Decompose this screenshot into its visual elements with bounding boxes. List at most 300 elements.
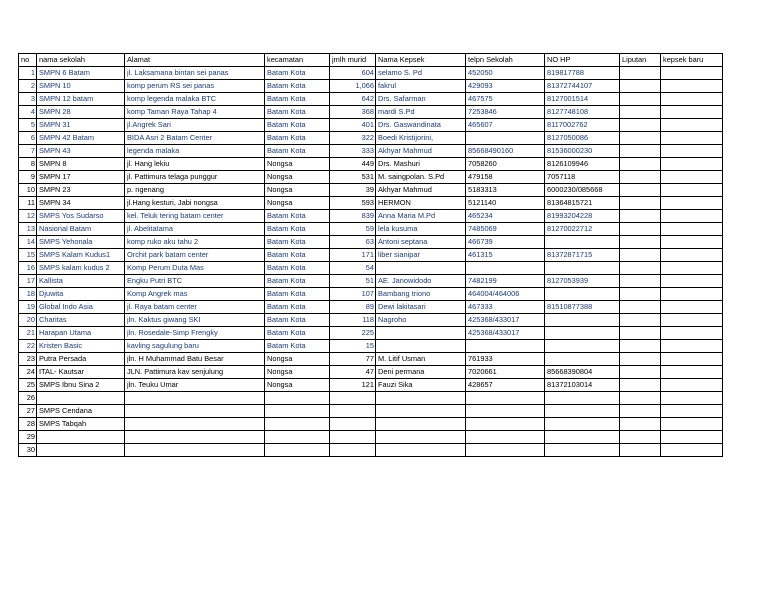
cell-school-name: SMPS Yos Sudarso [37,210,125,223]
cell-mobile-number: 85668390804 [545,366,620,379]
cell-district [265,444,330,457]
cell-school-phone: 7058260 [466,158,545,171]
cell-student-count: 59 [330,223,376,236]
cell-school-name: SMPN 28 [37,106,125,119]
cell-school-phone: 7253846 [466,106,545,119]
table-row [19,184,723,197]
cell-district: Batam Kota [265,93,330,106]
cell-student-count: 118 [330,314,376,327]
table-row [19,405,723,418]
cell-principal-name: Drs. Gaswandinata [376,119,466,132]
cell-district [265,392,330,405]
cell-school-phone [466,132,545,145]
cell-student-count: 368 [330,106,376,119]
cell-mobile-number: 81372871715 [545,249,620,262]
cell-district: Nongsa [265,158,330,171]
cell-student-count: 1,066 [330,80,376,93]
cell-school-name: SMPN 31 [37,119,125,132]
cell-school-phone: 429093 [466,80,545,93]
cell-address: komp perum RS sei panas [125,80,265,93]
cell-principal-name: Drs. Mashuri [376,158,466,171]
cell-district: Batam Kota [265,145,330,158]
cell-school-phone: 467575 [466,93,545,106]
cell-mobile-number [545,236,620,249]
cell-principal-name: M. saingpolan. S.Pd [376,171,466,184]
cell-coverage [620,132,661,145]
cell-student-count: 531 [330,171,376,184]
cell-principal-name: Drs. Safarman [376,93,466,106]
cell-coverage [620,236,661,249]
cell-district: Batam Kota [265,327,330,340]
cell-address: JLN. Pattimura kav senjulung [125,366,265,379]
table-row [19,236,723,249]
cell-no: 19 [19,301,37,314]
cell-mobile-number: 81372103014 [545,379,620,392]
cell-school-name: SMPN 42 Batam [37,132,125,145]
cell-school-phone [466,392,545,405]
cell-coverage [620,93,661,106]
cell-school-phone: 466739 [466,236,545,249]
cell-no: 1 [19,67,37,80]
cell-district: Batam Kota [265,288,330,301]
table-row [19,431,723,444]
cell-principal-name [376,405,466,418]
table-row [19,106,723,119]
cell-student-count: 15 [330,340,376,353]
cell-school-name: SMPN 17 [37,171,125,184]
cell-school-name: SMPS kalam kudus 2 [37,262,125,275]
cell-mobile-number [545,314,620,327]
cell-principal-name: Dewi lakitasari [376,301,466,314]
cell-principal-name: HERMON [376,197,466,210]
cell-district: Batam Kota [265,210,330,223]
cell-coverage [620,444,661,457]
cell-district: Batam Kota [265,249,330,262]
cell-principal-name: Akhyar Mahmud [376,145,466,158]
table-row [19,379,723,392]
table-row [19,301,723,314]
cell-new-principal [661,223,723,236]
cell-no: 21 [19,327,37,340]
cell-school-phone: 7485069 [466,223,545,236]
cell-student-count: 51 [330,275,376,288]
cell-student-count: 47 [330,366,376,379]
cell-district: Nongsa [265,353,330,366]
cell-address: kel. Teluk tering batam center [125,210,265,223]
cell-no: 9 [19,171,37,184]
cell-principal-name [376,340,466,353]
cell-district: Batam Kota [265,119,330,132]
cell-no: 26 [19,392,37,405]
cell-mobile-number: 81372744107 [545,80,620,93]
cell-school-phone [466,340,545,353]
cell-address: komp Taman Raya Tahap 4 [125,106,265,119]
cell-address: kavling sagulung baru [125,340,265,353]
cell-address: jln. Teuku Umar [125,379,265,392]
cell-mobile-number: 81993204228 [545,210,620,223]
cell-new-principal [661,80,723,93]
table-row [19,262,723,275]
cell-address [125,418,265,431]
cell-student-count: 225 [330,327,376,340]
cell-school-phone: 5183313 [466,184,545,197]
cell-no: 15 [19,249,37,262]
header-district: kecamatan [265,54,330,67]
cell-student-count [330,405,376,418]
cell-principal-name: selamo S. Pd [376,67,466,80]
cell-school-name: SMPS Ibnu Sina 2 [37,379,125,392]
cell-school-phone: 761933 [466,353,545,366]
cell-no: 2 [19,80,37,93]
cell-coverage [620,106,661,119]
cell-no: 5 [19,119,37,132]
cell-school-phone: 7482199 [466,275,545,288]
cell-coverage [620,145,661,158]
cell-address: Orchit park batam center [125,249,265,262]
cell-school-name: ITAL- Kautsar [37,366,125,379]
cell-student-count [330,418,376,431]
table-row [19,145,723,158]
cell-address: Komp Perum Duta Mas [125,262,265,275]
cell-district: Batam Kota [265,340,330,353]
cell-principal-name [376,431,466,444]
cell-school-name: Global Indo Asia [37,301,125,314]
cell-no: 3 [19,93,37,106]
cell-new-principal [661,392,723,405]
cell-student-count: 839 [330,210,376,223]
cell-coverage [620,158,661,171]
cell-no: 18 [19,288,37,301]
cell-mobile-number [545,418,620,431]
cell-coverage [620,353,661,366]
cell-school-name: SMPS Yehonala [37,236,125,249]
cell-principal-name: Nagroho [376,314,466,327]
cell-principal-name [376,444,466,457]
cell-school-phone: 428657 [466,379,545,392]
cell-district: Batam Kota [265,106,330,119]
cell-district: Batam Kota [265,314,330,327]
table-row [19,366,723,379]
cell-student-count: 593 [330,197,376,210]
cell-district: Batam Kota [265,262,330,275]
cell-coverage [620,301,661,314]
cell-no: 27 [19,405,37,418]
table-row [19,67,723,80]
cell-district: Batam Kota [265,223,330,236]
cell-student-count: 333 [330,145,376,158]
cell-school-name: SMPN 6 Batam [37,67,125,80]
cell-school-phone [466,262,545,275]
cell-mobile-number [545,340,620,353]
cell-student-count [330,431,376,444]
cell-school-phone: 467333 [466,301,545,314]
cell-student-count: 54 [330,262,376,275]
cell-new-principal [661,249,723,262]
cell-school-name: SMPN 23 [37,184,125,197]
cell-address [125,405,265,418]
cell-address: legenda malaka [125,145,265,158]
cell-address: jl.Angrek Sari [125,119,265,132]
cell-mobile-number: 8117002762 [545,119,620,132]
cell-new-principal [661,379,723,392]
cell-new-principal [661,444,723,457]
cell-new-principal [661,93,723,106]
cell-address: Engku Putri BTC [125,275,265,288]
cell-coverage [620,340,661,353]
cell-principal-name: liber sianipar [376,249,466,262]
table-row [19,119,723,132]
cell-principal-name [376,392,466,405]
cell-school-name: Kristen Basic [37,340,125,353]
table-row [19,80,723,93]
cell-coverage [620,379,661,392]
cell-address: komp legenda malaka BTC [125,93,265,106]
cell-school-name: SMPS Kalam Kudus1 [37,249,125,262]
cell-mobile-number: 81510877388 [545,301,620,314]
cell-school-phone: 452050 [466,67,545,80]
cell-principal-name: M. Litif Usman [376,353,466,366]
cell-address: jl. Laksamana bintan sei panas [125,67,265,80]
cell-mobile-number: 8127001514 [545,93,620,106]
cell-mobile-number: 81270022712 [545,223,620,236]
cell-school-phone: 479158 [466,171,545,184]
header-new-principal: kepsek baru [661,54,723,67]
cell-school-phone [466,444,545,457]
cell-new-principal [661,184,723,197]
cell-new-principal [661,210,723,223]
table-row [19,171,723,184]
cell-new-principal [661,327,723,340]
cell-district: Batam Kota [265,80,330,93]
cell-no: 23 [19,353,37,366]
cell-new-principal [661,145,723,158]
cell-new-principal [661,67,723,80]
cell-no: 30 [19,444,37,457]
cell-mobile-number: 81536000230 [545,145,620,158]
cell-new-principal [661,197,723,210]
cell-school-name [37,431,125,444]
cell-school-name: Djuwita [37,288,125,301]
table-row [19,444,723,457]
cell-school-name: SMPN 12 batam [37,93,125,106]
cell-principal-name [376,262,466,275]
cell-student-count: 77 [330,353,376,366]
cell-address: jln. H Muhammad Batu Besar [125,353,265,366]
table-row [19,197,723,210]
cell-coverage [620,405,661,418]
cell-mobile-number: 81364815721 [545,197,620,210]
cell-coverage [620,288,661,301]
cell-no: 14 [19,236,37,249]
cell-coverage [620,418,661,431]
cell-mobile-number [545,327,620,340]
cell-coverage [620,171,661,184]
table-row [19,93,723,106]
cell-mobile-number [545,431,620,444]
cell-mobile-number [545,392,620,405]
cell-school-name: Putra Persada [37,353,125,366]
cell-principal-name: Boedi Kristijorini, [376,132,466,145]
table-row [19,353,723,366]
cell-coverage [620,275,661,288]
cell-student-count: 322 [330,132,376,145]
cell-school-phone: 85668490160 [466,145,545,158]
cell-student-count: 63 [330,236,376,249]
cell-no: 10 [19,184,37,197]
cell-district: Batam Kota [265,275,330,288]
cell-student-count: 39 [330,184,376,197]
table-row [19,340,723,353]
cell-mobile-number: 8127748108 [545,106,620,119]
cell-no: 6 [19,132,37,145]
cell-no: 17 [19,275,37,288]
cell-address [125,392,265,405]
cell-coverage [620,80,661,93]
cell-principal-name: lela kusuma [376,223,466,236]
cell-no: 28 [19,418,37,431]
cell-new-principal [661,340,723,353]
cell-principal-name: Antoni septana [376,236,466,249]
header-student-count: jmlh murid [330,54,376,67]
cell-mobile-number: 6000230/085668 [545,184,620,197]
cell-school-phone: 465607 [466,119,545,132]
cell-school-phone: 464004/464006 [466,288,545,301]
cell-new-principal [661,418,723,431]
cell-student-count: 604 [330,67,376,80]
table-row [19,392,723,405]
cell-new-principal [661,314,723,327]
cell-student-count: 89 [330,301,376,314]
cell-coverage [620,184,661,197]
cell-school-name [37,392,125,405]
cell-district [265,418,330,431]
cell-mobile-number [545,353,620,366]
cell-school-name: SMPN 34 [37,197,125,210]
cell-school-phone: 425368/433017 [466,327,545,340]
cell-new-principal [661,158,723,171]
cell-district: Batam Kota [265,236,330,249]
cell-district: Nongsa [265,197,330,210]
cell-address: jl. Raya batam center [125,301,265,314]
cell-student-count: 121 [330,379,376,392]
header-mobile-number: NO HP [545,54,620,67]
header-coverage: Liputan [620,54,661,67]
cell-address: p. ngenang [125,184,265,197]
cell-school-name: Kallista [37,275,125,288]
cell-school-phone: 7020661 [466,366,545,379]
cell-new-principal [661,431,723,444]
cell-no: 24 [19,366,37,379]
cell-district: Nongsa [265,184,330,197]
table-row [19,275,723,288]
cell-address: jl. Hang lekiu [125,158,265,171]
cell-new-principal [661,366,723,379]
cell-school-name: SMPS Tabqah [37,418,125,431]
cell-mobile-number [545,444,620,457]
cell-coverage [620,223,661,236]
cell-no: 20 [19,314,37,327]
cell-address: jl. Abelitatama [125,223,265,236]
header-principal-name: Nama Kepsek [376,54,466,67]
cell-address: jl.Hang kesturi, Jabi nongsa [125,197,265,210]
table-row [19,327,723,340]
cell-new-principal [661,405,723,418]
cell-new-principal [661,288,723,301]
header-row [19,54,723,67]
school-data-table [18,53,723,457]
cell-new-principal [661,301,723,314]
cell-new-principal [661,132,723,145]
cell-mobile-number: 8126109946 [545,158,620,171]
cell-school-phone [466,431,545,444]
cell-school-name: SMPN 8 [37,158,125,171]
cell-coverage [620,366,661,379]
cell-principal-name: Fauzi Sika [376,379,466,392]
cell-student-count: 401 [330,119,376,132]
cell-no: 22 [19,340,37,353]
cell-coverage [620,262,661,275]
table-row [19,249,723,262]
cell-school-phone: 5121140 [466,197,545,210]
cell-mobile-number [545,262,620,275]
cell-mobile-number: 7057118 [545,171,620,184]
cell-school-phone [466,405,545,418]
cell-school-name: Charitas [37,314,125,327]
cell-student-count: 642 [330,93,376,106]
cell-coverage [620,67,661,80]
header-school-name: nama sekolah [37,54,125,67]
cell-address: jl. Pattimura telaga punggur [125,171,265,184]
cell-mobile-number [545,288,620,301]
cell-address: jln. Kaktus giwang SKI [125,314,265,327]
cell-principal-name [376,418,466,431]
cell-school-name [37,444,125,457]
cell-new-principal [661,171,723,184]
cell-principal-name: Akhyar Mahmud [376,184,466,197]
cell-district [265,405,330,418]
cell-new-principal [661,106,723,119]
table-row [19,314,723,327]
cell-school-phone [466,418,545,431]
cell-new-principal [661,236,723,249]
cell-mobile-number: 8127050086 [545,132,620,145]
cell-new-principal [661,262,723,275]
header-address: Alamat [125,54,265,67]
cell-mobile-number: 8127053939 [545,275,620,288]
cell-coverage [620,392,661,405]
table-body [19,54,723,457]
cell-no: 11 [19,197,37,210]
table-row [19,223,723,236]
cell-student-count: 171 [330,249,376,262]
cell-mobile-number: 819817788 [545,67,620,80]
cell-address: komp ruko aku tahu 2 [125,236,265,249]
cell-principal-name: Anna Maria M.Pd [376,210,466,223]
cell-coverage [620,210,661,223]
cell-school-name: Nasional Batam [37,223,125,236]
cell-coverage [620,327,661,340]
cell-district: Nongsa [265,379,330,392]
cell-student-count: 107 [330,288,376,301]
cell-no: 29 [19,431,37,444]
cell-coverage [620,314,661,327]
table-row [19,158,723,171]
cell-new-principal [661,353,723,366]
cell-address [125,444,265,457]
cell-coverage [620,119,661,132]
header-school-phone: telpn Sekolah [466,54,545,67]
cell-coverage [620,431,661,444]
